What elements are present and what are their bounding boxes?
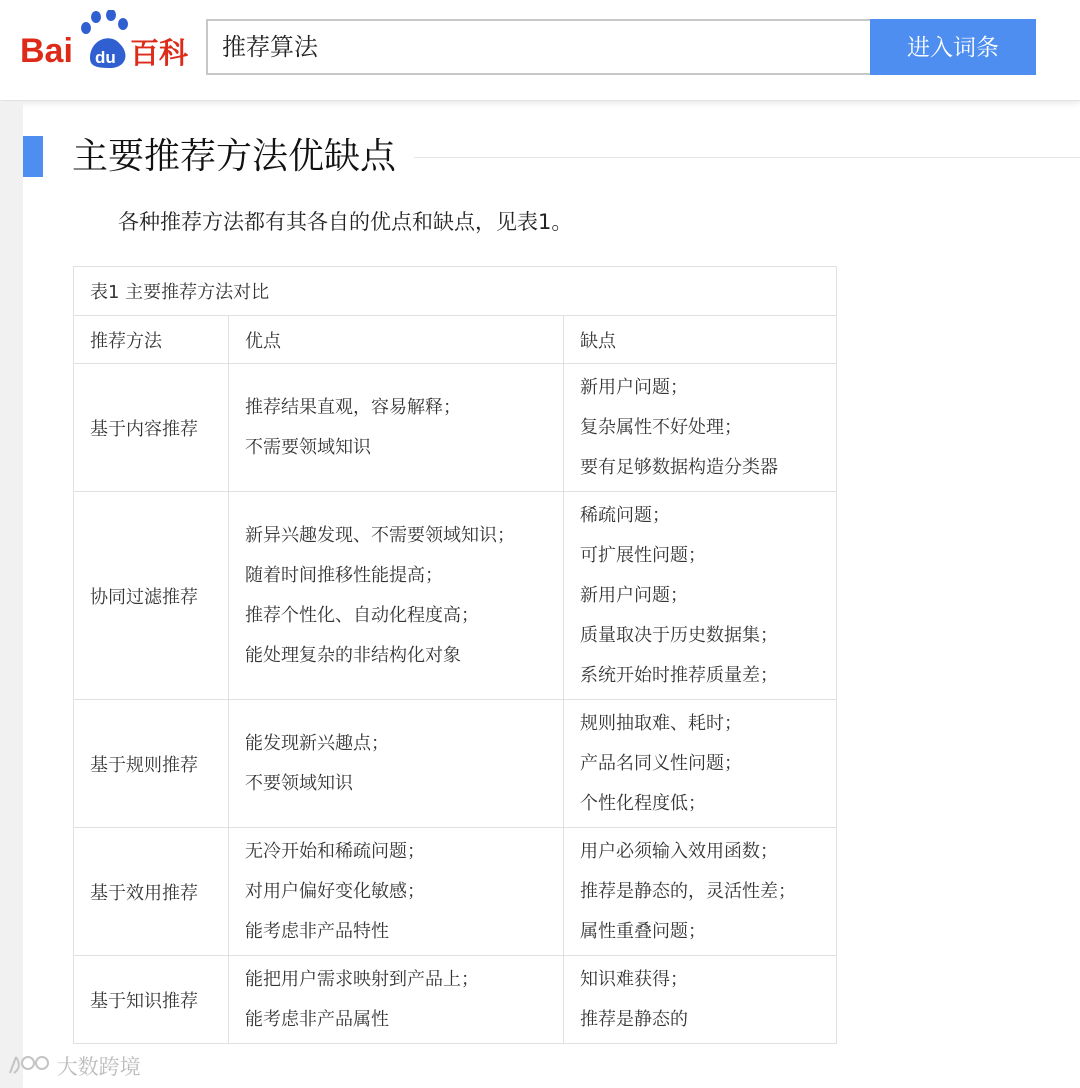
pros-cell [229,828,564,956]
cons-line: 推荐是静态的，灵活性差； [580,880,796,902]
pros-cell [229,492,564,700]
cons-cell [564,364,837,492]
column-header-method: 推荐方法 [74,316,229,364]
cons-line: 个性化程度低； [580,792,706,814]
pros-cell [229,700,564,828]
method-cell: 基于效用推荐 [74,828,229,956]
enter-entry-button[interactable]: 进入词条 [870,19,1036,75]
cons-line: 稀疏问题； [580,504,670,526]
method-cell: 基于知识推荐 [74,956,229,1044]
cons-line: 新用户问题； [580,584,688,606]
cons-cell [564,956,837,1044]
cons-line: 属性重叠问题； [580,920,706,942]
pros-line: 能发现新兴趣点； [245,732,389,754]
column-header-pros: 优点 [229,316,564,364]
table-row [74,492,837,700]
cons-line: 用户必须输入效用函数； [580,840,778,862]
comparison-table [73,266,837,1044]
cons-cell [564,828,837,956]
pros-line: 推荐结果直观，容易解释； [245,396,461,418]
cons-line: 系统开始时推荐质量差； [580,664,778,686]
search-input[interactable] [206,19,888,75]
title-divider [414,157,1080,158]
cons-cell [564,700,837,828]
baidu-baike-logo[interactable] [20,10,192,70]
watermark-text: 大数跨境 [56,1055,141,1079]
pros-line: 能考虑非产品属性 [245,1008,389,1030]
cons-line: 要有足够数据构造分类器 [580,456,778,478]
logo-bai-text: Bai [20,32,73,70]
section-marker [23,136,43,177]
pros-cell [229,364,564,492]
pros-line: 随着时间推移性能提高； [245,564,443,586]
cons-line: 可扩展性问题； [580,544,706,566]
method-cell: 基于规则推荐 [74,700,229,828]
table-row [74,700,837,828]
pros-line: 新异兴趣发现、不需要领域知识； [245,524,515,546]
pros-line: 能考虑非产品特性 [245,920,389,942]
logo-du-text: du [95,48,116,67]
cons-line: 知识难获得； [580,968,688,990]
watermark-logo-icon [6,1053,50,1077]
logo-baike-text: 百科 [130,36,189,70]
cons-line: 推荐是静态的 [580,1008,688,1030]
watermark [6,1050,141,1081]
pros-line: 能把用户需求映射到产品上； [245,968,479,990]
header-row [74,316,837,364]
cons-line: 质量取决于历史数据集； [580,624,778,646]
table-row [74,364,837,492]
left-rail [0,102,23,1088]
table-caption: 表1 主要推荐方法对比 [74,267,837,316]
top-bar [0,0,1080,101]
pros-line: 能处理复杂的非结构化对象 [245,644,461,666]
cons-line: 产品名同义性问题； [580,752,742,774]
section-title: 主要推荐方法优缺点 [72,136,397,177]
pros-line: 不要领域知识 [245,772,353,794]
pros-line: 推荐个性化、自动化程度高； [245,604,479,626]
cons-line: 规则抽取难、耗时； [580,712,742,734]
table-row [74,956,837,1044]
pros-line: 无冷开始和稀疏问题； [245,840,425,862]
cons-cell [564,492,837,700]
intro-paragraph: 各种推荐方法都有其各自的优点和缺点，见表1。 [118,210,573,234]
table-row [74,828,837,956]
caption-row [74,267,837,316]
pros-line: 对用户偏好变化敏感； [245,880,425,902]
pros-line: 不需要领域知识 [245,436,371,458]
pros-cell [229,956,564,1044]
method-cell: 协同过滤推荐 [74,492,229,700]
cons-line: 复杂属性不好处理； [580,416,742,438]
column-header-cons: 缺点 [564,316,837,364]
method-cell: 基于内容推荐 [74,364,229,492]
cons-line: 新用户问题； [580,376,688,398]
